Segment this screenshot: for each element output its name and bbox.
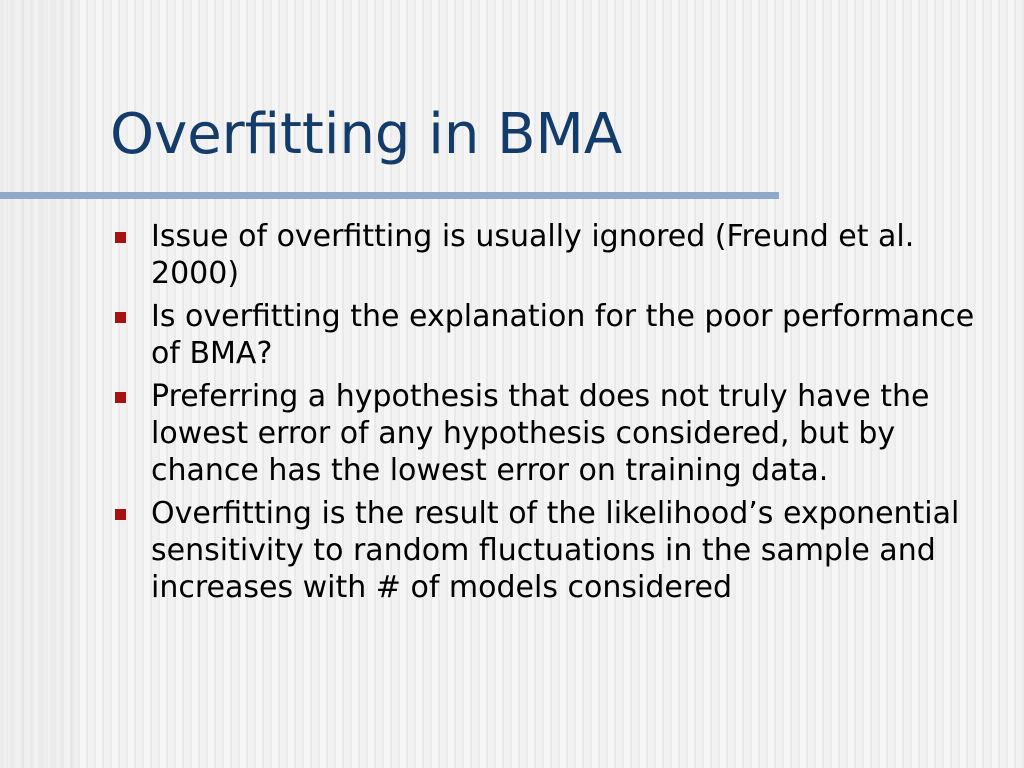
square-bullet-icon [115, 392, 126, 403]
bullet-item [110, 298, 1000, 372]
bullet-item [110, 218, 1000, 292]
bullet-item [110, 378, 1000, 489]
square-bullet-icon [115, 232, 126, 243]
bullet-text: Preferring a hypothesis that does not truly have the lowest error of any hypothesis considered, but by chance has the lowest error on training data. [151, 379, 930, 488]
bullet-text: Issue of overfitting is usually ignored (Freund et al. 2000) [151, 219, 915, 291]
slide-title: Overfitting in BMA [110, 102, 623, 167]
bullet-text: Overfitting is the result of the likelihood’s exponential sensitivity to random fluctuations in the sample and increases with # of models considered [151, 496, 960, 605]
background-stripe-band [0, 0, 78, 768]
square-bullet-icon [115, 509, 126, 520]
bullet-item [110, 495, 1000, 606]
bullet-text: Is overfitting the explanation for the poor performance of BMA? [151, 299, 975, 371]
title-underline-rule [0, 192, 779, 199]
bullet-list [110, 218, 1000, 612]
square-bullet-icon [115, 312, 126, 323]
